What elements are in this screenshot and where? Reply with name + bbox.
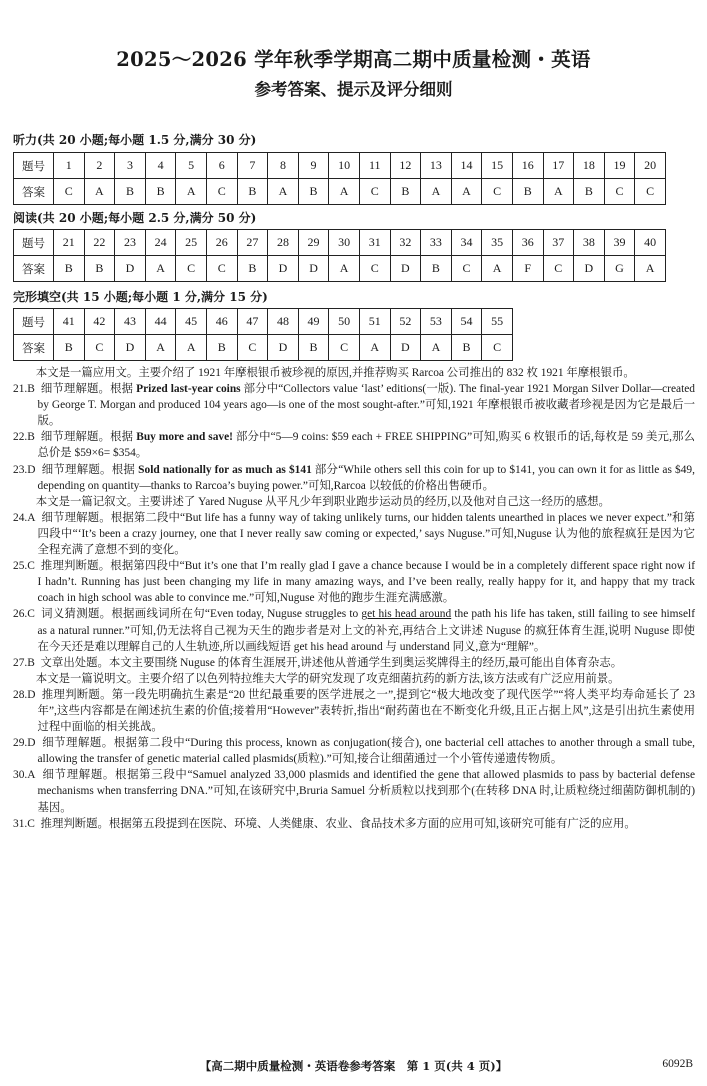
question-number: 40 bbox=[635, 230, 666, 256]
question-number: 19 bbox=[604, 153, 635, 179]
question-number: 15 bbox=[482, 153, 513, 179]
answer-letter: D bbox=[115, 256, 146, 282]
answer-letter: A bbox=[329, 256, 360, 282]
question-number: 38 bbox=[574, 230, 605, 256]
question-number: 45 bbox=[176, 309, 207, 335]
question-number: 9 bbox=[298, 153, 329, 179]
question-number: 7 bbox=[237, 153, 268, 179]
answer-letter: B bbox=[390, 179, 421, 205]
answer-letter: D bbox=[268, 335, 299, 361]
question-number: 27 bbox=[237, 230, 268, 256]
question-number: 46 bbox=[206, 309, 237, 335]
answer-letter: C bbox=[359, 256, 390, 282]
answer-letter: A bbox=[145, 256, 176, 282]
answer-letter: D bbox=[115, 335, 146, 361]
answer-row bbox=[14, 335, 513, 361]
explanation-25: 25.C 推理判断题。根据第四段中“But it’s one that I’m really glad I gave a chance because I would be in a completely different space right now if I hadn’t. Running has just been changing my life in many amazing ways, and I’ve been really, really happy for it, and happy that my track coach in high school was able to convince me.”可知,Nuguse 对他的跑步生涯充满感激。 bbox=[13, 560, 695, 605]
item-number: 23.D bbox=[13, 463, 36, 476]
answer-letter: A bbox=[451, 179, 482, 205]
question-number: 55 bbox=[482, 309, 513, 335]
reading-answer-table bbox=[13, 229, 666, 282]
question-number: 25 bbox=[176, 230, 207, 256]
item-number: 22.B bbox=[13, 431, 35, 444]
explanation-22: 22.B 细节理解题。根据 Buy more and save! 部分中“5—9 coins: $59 each + FREE SHIPPING”可知,购买 6 枚银币的话,每枚是 59 美元,那么总价是 $59×6= $354。 bbox=[13, 431, 695, 460]
question-number: 18 bbox=[574, 153, 605, 179]
answer-letter: A bbox=[543, 179, 574, 205]
row-label-answer: 答案 bbox=[14, 335, 54, 361]
answer-letter: D bbox=[390, 335, 421, 361]
question-number: 3 bbox=[115, 153, 146, 179]
answer-letter: C bbox=[54, 179, 85, 205]
answer-letter: A bbox=[329, 179, 360, 205]
answer-letter: C bbox=[176, 256, 207, 282]
answer-letter: B bbox=[574, 179, 605, 205]
answer-letter: A bbox=[421, 335, 452, 361]
question-number: 1 bbox=[54, 153, 85, 179]
item-number: 29.D bbox=[13, 737, 36, 750]
listening-answer-table bbox=[13, 152, 666, 205]
row-label-answer: 答案 bbox=[14, 179, 54, 205]
question-number: 49 bbox=[298, 309, 329, 335]
question-number: 42 bbox=[84, 309, 115, 335]
answer-letter: C bbox=[359, 179, 390, 205]
item-number: 26.C bbox=[13, 608, 35, 621]
question-number: 48 bbox=[268, 309, 299, 335]
item-number: 21.B bbox=[13, 383, 35, 396]
question-number: 50 bbox=[329, 309, 360, 335]
answer-letter: D bbox=[574, 256, 605, 282]
explanation-31: 31.C 推理判断题。根据第五段提到在医院、环境、人类健康、农业、食品技术多方面的应用可知,该研究可能有广泛的应用。 bbox=[13, 817, 636, 830]
question-number: 23 bbox=[115, 230, 146, 256]
question-number: 24 bbox=[145, 230, 176, 256]
row-label-question: 题号 bbox=[14, 153, 54, 179]
item-number: 25.C bbox=[13, 560, 35, 573]
question-number: 22 bbox=[84, 230, 115, 256]
reading-heading: 阅读(共 20 小题;每小题 2.5 分,满分 50 分) bbox=[13, 211, 257, 225]
answer-letter: C bbox=[329, 335, 360, 361]
question-number: 44 bbox=[145, 309, 176, 335]
answer-letter: D bbox=[390, 256, 421, 282]
question-number: 47 bbox=[237, 309, 268, 335]
row-label-answer: 答案 bbox=[14, 256, 54, 282]
answer-letter: A bbox=[421, 179, 452, 205]
item-number: 27.B bbox=[13, 656, 35, 669]
question-number: 26 bbox=[206, 230, 237, 256]
question-number: 28 bbox=[268, 230, 299, 256]
item-number: 31.C bbox=[13, 817, 35, 830]
explanation-24: 24.A 细节理解题。根据第二段中“But life has a funny way of taking unlikely turns, our hidden talents unearthed in places we never expect.”和第四段中“‘It’s been a crazy journey, one that I never really saw coming or expected,’ says Nuguse.”可知,Nuguse 认为他的旅程疯狂是因为它全程充满了意想不到的变化。 bbox=[13, 511, 695, 557]
item-number: 30.A bbox=[13, 769, 36, 782]
question-number: 31 bbox=[359, 230, 390, 256]
answer-letter: B bbox=[512, 179, 543, 205]
answer-letter: C bbox=[482, 179, 513, 205]
row-label-question: 题号 bbox=[14, 309, 54, 335]
answer-letter: A bbox=[268, 179, 299, 205]
page-footer: 【高二期中质量检测・英语卷参考答案 第 1 页(共 4 页)】 bbox=[199, 1059, 508, 1073]
question-number: 4 bbox=[145, 153, 176, 179]
explanation-26: 26.C 词义猜测题。根据画线词所在句“Even today, Nuguse struggles to get his head around the path his life has taken, still failing to see himself as a natural runner.”可知,仍无法将自己视为天生的跑步者是对上文的补充,再结合上文讲述 Nuguse 的疯狂体育生涯,说明 Nuguse 即使在今天还是难以理解自己的人生轨迹,所以画线短语 get his head around 与 understand 同义,意为“理解”。 bbox=[13, 608, 695, 653]
answer-letter: C bbox=[604, 179, 635, 205]
answer-letter: A bbox=[482, 256, 513, 282]
question-number: 35 bbox=[482, 230, 513, 256]
answer-letter: G bbox=[604, 256, 635, 282]
answer-letter: B bbox=[298, 335, 329, 361]
explanation-21: 21.B 细节理解题。根据 Prized last-year coins 部分中“Collectors value ‘last’ editions(一版). The final-year 1921 Morgan Silver Dollar—created by George T. Morgan and produced 104 years ago—is one of the most sought-after.”可知,1921 年摩根银币被收藏者珍视是因为它是最后一版。 bbox=[13, 383, 695, 428]
answer-letter: B bbox=[115, 179, 146, 205]
question-number: 30 bbox=[329, 230, 360, 256]
passage-b-summary: 本文是一篇记叙文。主要讲述了 Yared Nuguse 从平凡少年到职业跑步运动员的经历,以及他对自己这一经历的感想。 bbox=[35, 495, 610, 508]
question-number: 2 bbox=[84, 153, 115, 179]
answer-letter: C bbox=[451, 256, 482, 282]
item-number: 24.A bbox=[13, 511, 36, 524]
passage-c-summary: 本文是一篇说明文。主要介绍了以色列特拉维夫大学的研究发现了攻克细菌抗药的新方法,该方法或有广泛应用前景。 bbox=[35, 672, 620, 685]
answer-letter: C bbox=[543, 256, 574, 282]
answer-letter: D bbox=[298, 256, 329, 282]
question-number: 17 bbox=[543, 153, 574, 179]
explanations bbox=[13, 365, 695, 832]
item-number: 28.D bbox=[13, 688, 36, 701]
question-number: 36 bbox=[512, 230, 543, 256]
question-number: 12 bbox=[390, 153, 421, 179]
question-number: 10 bbox=[329, 153, 360, 179]
passage-a-summary: 本文是一篇应用文。主要介绍了 1921 年摩根银币被珍视的原因,并推荐购买 Rarcoa 公司推出的 832 枚 1921 年摩根银币。 bbox=[35, 367, 635, 379]
cloze-heading: 完形填空(共 15 小题;每小题 1 分,满分 15 分) bbox=[13, 290, 268, 304]
answer-letter: B bbox=[145, 179, 176, 205]
question-number: 32 bbox=[390, 230, 421, 256]
question-number: 41 bbox=[54, 309, 85, 335]
cloze-answer-table bbox=[13, 308, 513, 361]
question-number: 52 bbox=[390, 309, 421, 335]
page-title: 2025～2026 学年秋季学期高二期中质量检测・英语 bbox=[116, 48, 591, 71]
explanation-29: 29.D 细节理解题。根据第二段中“During this process, known as conjugation(接合), one bacterial cell attaches to another through a small tube, allowing the transfer of genetic material called plasmids(质粒).”可知,接合让细菌通过一个小管传递遗传物质。 bbox=[13, 737, 695, 766]
question-number: 21 bbox=[54, 230, 85, 256]
answer-letter: F bbox=[512, 256, 543, 282]
question-number: 37 bbox=[543, 230, 574, 256]
answer-letter: C bbox=[206, 256, 237, 282]
question-number-row bbox=[14, 309, 513, 335]
question-number: 5 bbox=[176, 153, 207, 179]
answer-letter: C bbox=[482, 335, 513, 361]
explanation-28: 28.D 推理判断题。第一段先明确抗生素是“20 世纪最重要的医学进展之一”,提到它“极大地改变了现代医学”“将人类平均寿命延长了 23 年”,这些内容都是在阐述抗生素的价值;接着用“However”表转折,指出“耐药菌也在不断变化升级,且正占据上风”,这是引出抗生素使用过程中面临的相关挑战。 bbox=[13, 688, 695, 734]
listening-heading: 听力(共 20 小题;每小题 1.5 分,满分 30 分) bbox=[13, 133, 257, 147]
source-heading: Prized last-year coins bbox=[136, 383, 241, 396]
document-code: 6092B bbox=[662, 1058, 693, 1070]
question-number: 13 bbox=[421, 153, 452, 179]
question-number-row bbox=[14, 153, 666, 179]
answer-letter: A bbox=[176, 335, 207, 361]
question-number: 6 bbox=[206, 153, 237, 179]
question-number: 11 bbox=[359, 153, 390, 179]
question-number: 14 bbox=[451, 153, 482, 179]
answer-letter: B bbox=[421, 256, 452, 282]
question-number: 54 bbox=[451, 309, 482, 335]
answer-letter: A bbox=[84, 179, 115, 205]
question-number: 51 bbox=[359, 309, 390, 335]
answer-letter: C bbox=[84, 335, 115, 361]
answer-row bbox=[14, 256, 666, 282]
question-number: 43 bbox=[115, 309, 146, 335]
answer-letter: A bbox=[359, 335, 390, 361]
answer-row bbox=[14, 179, 666, 205]
answer-letter: C bbox=[206, 179, 237, 205]
page-subtitle: 参考答案、提示及评分细则 bbox=[254, 80, 453, 99]
question-number: 34 bbox=[451, 230, 482, 256]
explanation-30: 30.A 细节理解题。根据第三段中“Samuel analyzed 33,000 plasmids and identified the gene that allowed plasmids to pass by bacterial defense mechanisms when transferring DNA.”可知,在该研究中,Bruria Samuel 分析质粒以找到那个(在转移 DNA 时,让质粒绕过细菌防御机制的)基因。 bbox=[13, 769, 695, 814]
answer-letter: A bbox=[635, 256, 666, 282]
answer-letter: B bbox=[206, 335, 237, 361]
question-number: 33 bbox=[421, 230, 452, 256]
answer-letter: B bbox=[237, 179, 268, 205]
answer-letter: B bbox=[54, 256, 85, 282]
row-label-question: 题号 bbox=[14, 230, 54, 256]
answer-letter: A bbox=[145, 335, 176, 361]
explanation-27: 27.B 文章出处题。本文主要围绕 Nuguse 的体育生涯展开,讲述他从普通学生到奥运奖牌得主的经历,最可能出自体育杂志。 bbox=[13, 656, 623, 669]
answer-letter: D bbox=[268, 256, 299, 282]
answer-letter: B bbox=[298, 179, 329, 205]
question-number: 20 bbox=[635, 153, 666, 179]
explanation-23: 23.D 细节理解题。根据 Sold nationally for as much as $141 部分“While others sell this coin for up to $141, you can own it for as little as $49, depending on quantity—thanks to Rarcoa’s buying power.”可知,Rarcoa 以较低的价格出售硬币。 bbox=[13, 463, 695, 492]
question-number: 16 bbox=[512, 153, 543, 179]
answer-letter: B bbox=[451, 335, 482, 361]
question-number: 8 bbox=[268, 153, 299, 179]
answer-letter: A bbox=[176, 179, 207, 205]
answer-letter: B bbox=[84, 256, 115, 282]
question-number: 39 bbox=[604, 230, 635, 256]
question-number: 29 bbox=[298, 230, 329, 256]
underlined-phrase: get his head around bbox=[361, 608, 452, 621]
source-heading: Sold nationally for as much as $141 bbox=[138, 463, 312, 476]
question-number-row bbox=[14, 230, 666, 256]
answer-letter: B bbox=[237, 256, 268, 282]
answer-letter: C bbox=[635, 179, 666, 205]
answer-letter: B bbox=[54, 335, 85, 361]
question-number: 53 bbox=[421, 309, 452, 335]
source-heading: Buy more and save! bbox=[136, 431, 233, 444]
answer-letter: C bbox=[237, 335, 268, 361]
